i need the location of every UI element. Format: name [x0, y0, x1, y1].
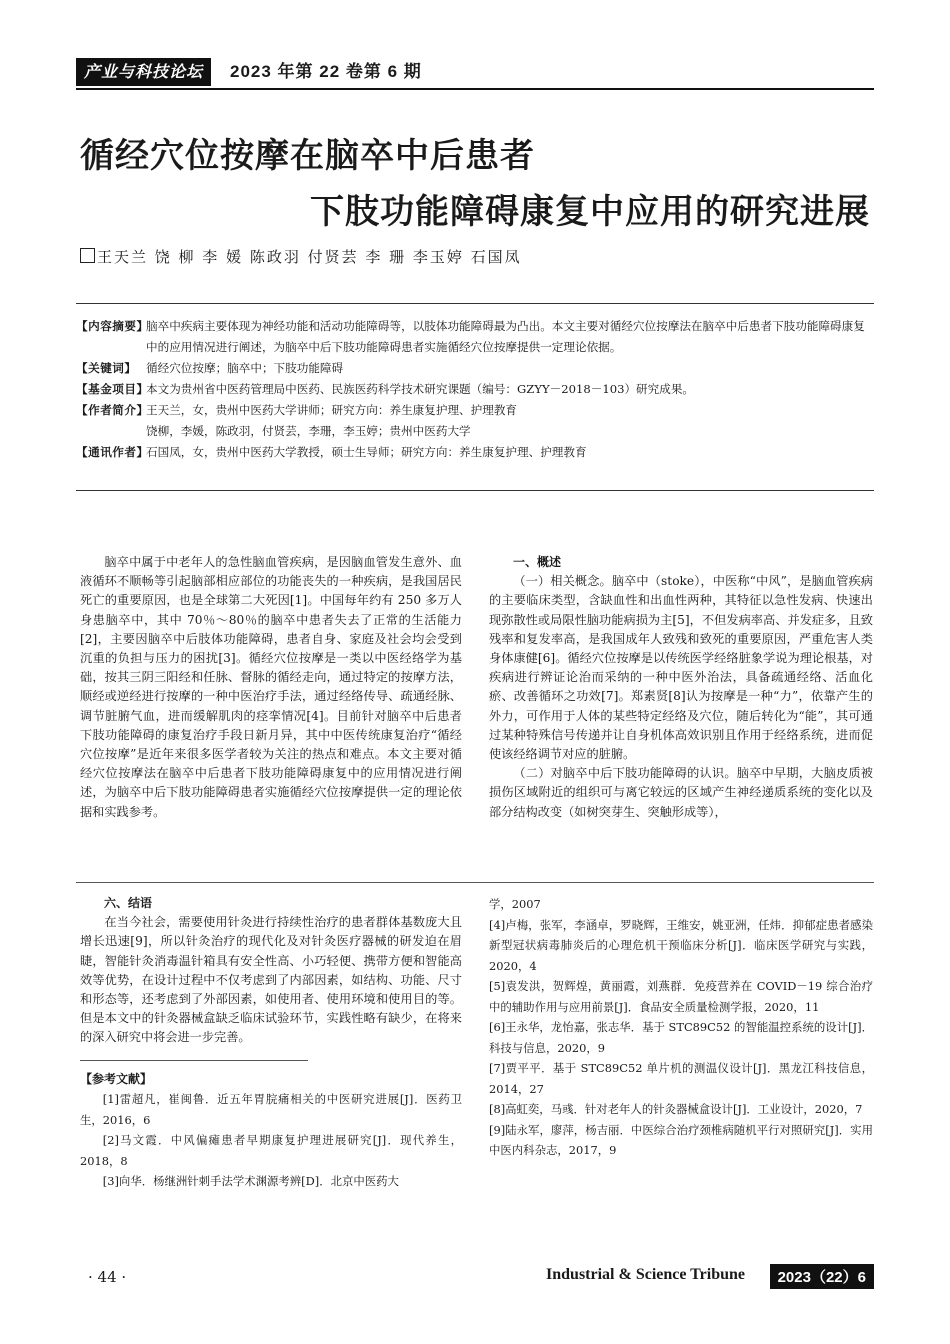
section-6-paragraph: 在当今社会，需要使用针灸进行持续性治疗的患者群体基数庞大且增长迅速[9]，所以针灸治疗的现代化及对针灸医疗器械的研发迫在眉睫，智能针灸消毒温针箱具有安全性高、小巧轻便、携带方便和智能高效等优势，在设计过程中不仅考虑到了内部因素，如结构、功能、尺寸和形态等，还考虑到了外部因素，如使用者、使用环境和使用目的等。但是本文中的针灸器械盒缺乏临床试验环节，实践性略有缺少，在将来的深入研究中将会进一步完善。: [80, 915, 462, 1045]
author-bio-text: 王天兰，女，贵州中医药大学讲师；研究方向：养生康复护理、护理教育: [146, 403, 518, 417]
journal-badge: 产业与科技论坛: [76, 58, 211, 86]
reference-item: [6]王永华，龙怡嘉，张志华．基于 STC89C52 的智能温控系统的设计[J]．科技与信息，2020，9: [489, 1020, 873, 1055]
corresponding-label: 【通讯作者】: [76, 445, 149, 459]
intro-column: [80, 553, 462, 822]
square-icon: [80, 248, 95, 263]
section-6-heading: 六、结语: [104, 896, 153, 910]
coauthors-text: 饶柳，李媛，陈政羽，付贤芸，李珊，李玉婷；贵州中医药大学: [146, 424, 471, 438]
section-divider: [76, 882, 874, 883]
keywords-row: [76, 358, 876, 379]
abstract-label: 【内容摘要】: [76, 319, 149, 333]
intro-paragraph: 脑卒中属于中老年人的急性脑血管疾病，是因脑血管发生意外、血液循环不顺畅等引起脑部相应部位的功能丧失的一种疾病，是我国居民死亡的重要原因，也是全球第二大死因[1]。中国每年约有 250 多万人身患脑卒中，其中 70％～80％的脑卒中患者失去了正常的生活能力[2]，主要因脑卒中后肢体功能障碍，患者自身、家庭及社会均会受到沉重的负担与压力的困扰[3]。循经穴位按摩是一类以中医经络学为基础，按其三阴三阳经和任脉、督脉的循经走向，通过特定的按摩方法，顺经或逆经进行按摩的一种中医治疗手法，通过经络传导、疏通经脉、调节脏腑气血，进而缓解肌肉的痉挛情况[4]。目前针对脑卒中后患者下肢功能障碍的康复治疗手段日新月异，其中中医传统康复治疗“循经穴位按摩”是近年来很多医学者较为关注的热点和难点。本文主要对循经穴位按摩法在脑卒中后患者下肢功能障碍康复中的应用情况进行阐述，为脑卒中后下肢功能障碍患者实施循经穴位按摩提供一定的理论依据和实践参考。: [80, 555, 462, 819]
overview-column: [489, 553, 873, 822]
abstract-row: [76, 316, 876, 358]
section-1-paragraph-1: （一）相关概念。脑卒中（stoke），中医称“中风”，是脑血管疾病的主要临床类型，含缺血性和出血性两种，其特征以急性发病、快速出现弥散性或局限性脑功能病损为主[5]，不但发病率高、并发症多，且致残率和复发率高，是我国成年人致残和致死的重要原因，严重危害人类身体康健[6]。循经穴位按摩是以传统医学经络脏象学说为理论根基，对疾病进行辨证论治而采纳的一种中医外治法，具备疏通经络、活血化瘀、改善循环之功效[7]。郑素贤[8]认为按摩是一种“力”，依靠产生的外力，可作用于人体的某些特定经络及穴位，随后转化为“能”，其可通过某种特殊信号传递并让自身机体高效识别且作用于经络系统，进而促使该经络调节对应的脏腑。: [489, 574, 873, 762]
reference-item: [5]袁发洪，贺辉煌，黄丽霞，刘燕群．免疫营养在 COVID－19 综合治疗中的辅助作用与应用前景[J]．食品安全质量检测学报，2020，11: [489, 979, 873, 1014]
funding-text: 本文为贵州省中医药管理局中医药、民族医药科学技术研究课题（编号：GZYY－2018－103）研究成果。: [146, 382, 695, 396]
authors-text: 王天兰 饶 柳 李 媛 陈政羽 付贤芸 李 珊 李玉婷 石国凤: [97, 248, 522, 266]
section-1-paragraph-2: （二）对脑卒中后下肢功能障碍的认识。脑卒中早期，大脑皮质被损伤区域附近的组织可与离它较远的区域产生神经递质系统的变化以及部分结构改变（如树突芽生、突触形成等），: [489, 766, 873, 819]
references-rule: [80, 1060, 308, 1061]
author-bio-label: 【作者简介】: [76, 403, 149, 417]
header-rule: [76, 88, 874, 90]
reference-item: [7]贾平平．基于 STC89C52 单片机的测温仪设计[J]．黑龙江科技信息，2014，27: [489, 1061, 873, 1096]
footer-issue-badge: 2023（22）6: [770, 1264, 874, 1289]
page-number: · 44 ·: [88, 1268, 127, 1286]
author-bio-row: [76, 400, 876, 421]
keywords-text: 循经穴位按摩；脑卒中；下肢功能障碍: [146, 361, 344, 375]
abstract-bottom-rule: [76, 490, 874, 491]
corresponding-text: 石国凤，女，贵州中医药大学教授，硕士生导师；研究方向：养生康复护理、护理教育: [146, 445, 587, 459]
coauthors-row: [76, 421, 876, 442]
reference-item: [2]马文霞．中风偏瘫患者早期康复护理进展研究[J]．现代养生，2018，8: [80, 1133, 462, 1168]
reference-item: 学，2007: [489, 897, 541, 911]
keywords-label: 【关键词】: [76, 361, 137, 375]
references-right: [489, 894, 873, 1161]
reference-item: [9]陆永军，廖萍，杨吉丽．中医综合治疗颈椎病随机平行对照研究[J]．实用中医内科杂志，2017，9: [489, 1122, 873, 1157]
reference-item: [8]高虹奕，马彧．针对老年人的针灸器械盒设计[J]．工业设计，2020，7: [489, 1102, 863, 1116]
references-heading: 【参考文献】: [80, 1071, 153, 1086]
issue-label: 2023 年第 22 卷第 6 期: [230, 62, 422, 81]
conclusion-column: [80, 894, 462, 1192]
abstract-block: [76, 316, 876, 463]
funding-row: [76, 379, 876, 400]
reference-item: [1]雷超凡，崔闽鲁．近五年胃脘痛相关的中医研究进展[J]．医药卫生，2016，6: [80, 1092, 462, 1127]
funding-label: 【基金项目】: [76, 382, 149, 396]
reference-item: [3]向华．杨继洲针刺手法学术渊源考辨[D]．北京中医药大: [102, 1174, 399, 1189]
corresponding-row: [76, 442, 876, 463]
title-line-1: 循经穴位按摩在脑卒中后患者: [80, 136, 535, 176]
reference-item: [4]卢梅，张军，李涵卓，罗晓辉，王维安，姚亚洲，任炜．抑郁症患者感染新型冠状病毒肺炎后的心理危机干预临床分析[J]．临床医学研究与实践，2020，4: [489, 917, 873, 973]
journal-english-name: Industrial & Science Tribune: [546, 1266, 745, 1283]
title-line-2: 下肢功能障碍康复中应用的研究进展: [310, 192, 870, 232]
abstract-top-rule: [76, 303, 874, 304]
section-1-heading: 一、概述: [513, 555, 562, 569]
author-list: [80, 246, 522, 267]
abstract-text: 脑卒中疾病主要体现为神经功能和活动功能障碍等，以肢体功能障碍最为凸出。本文主要对循经穴位按摩法在脑卒中后患者下肢功能障碍康复中的应用情况进行阐述，为脑卒中后下肢功能障碍患者实施循经穴位按摩提供一定理论依据。: [146, 319, 865, 354]
references-left: [80, 1069, 462, 1192]
